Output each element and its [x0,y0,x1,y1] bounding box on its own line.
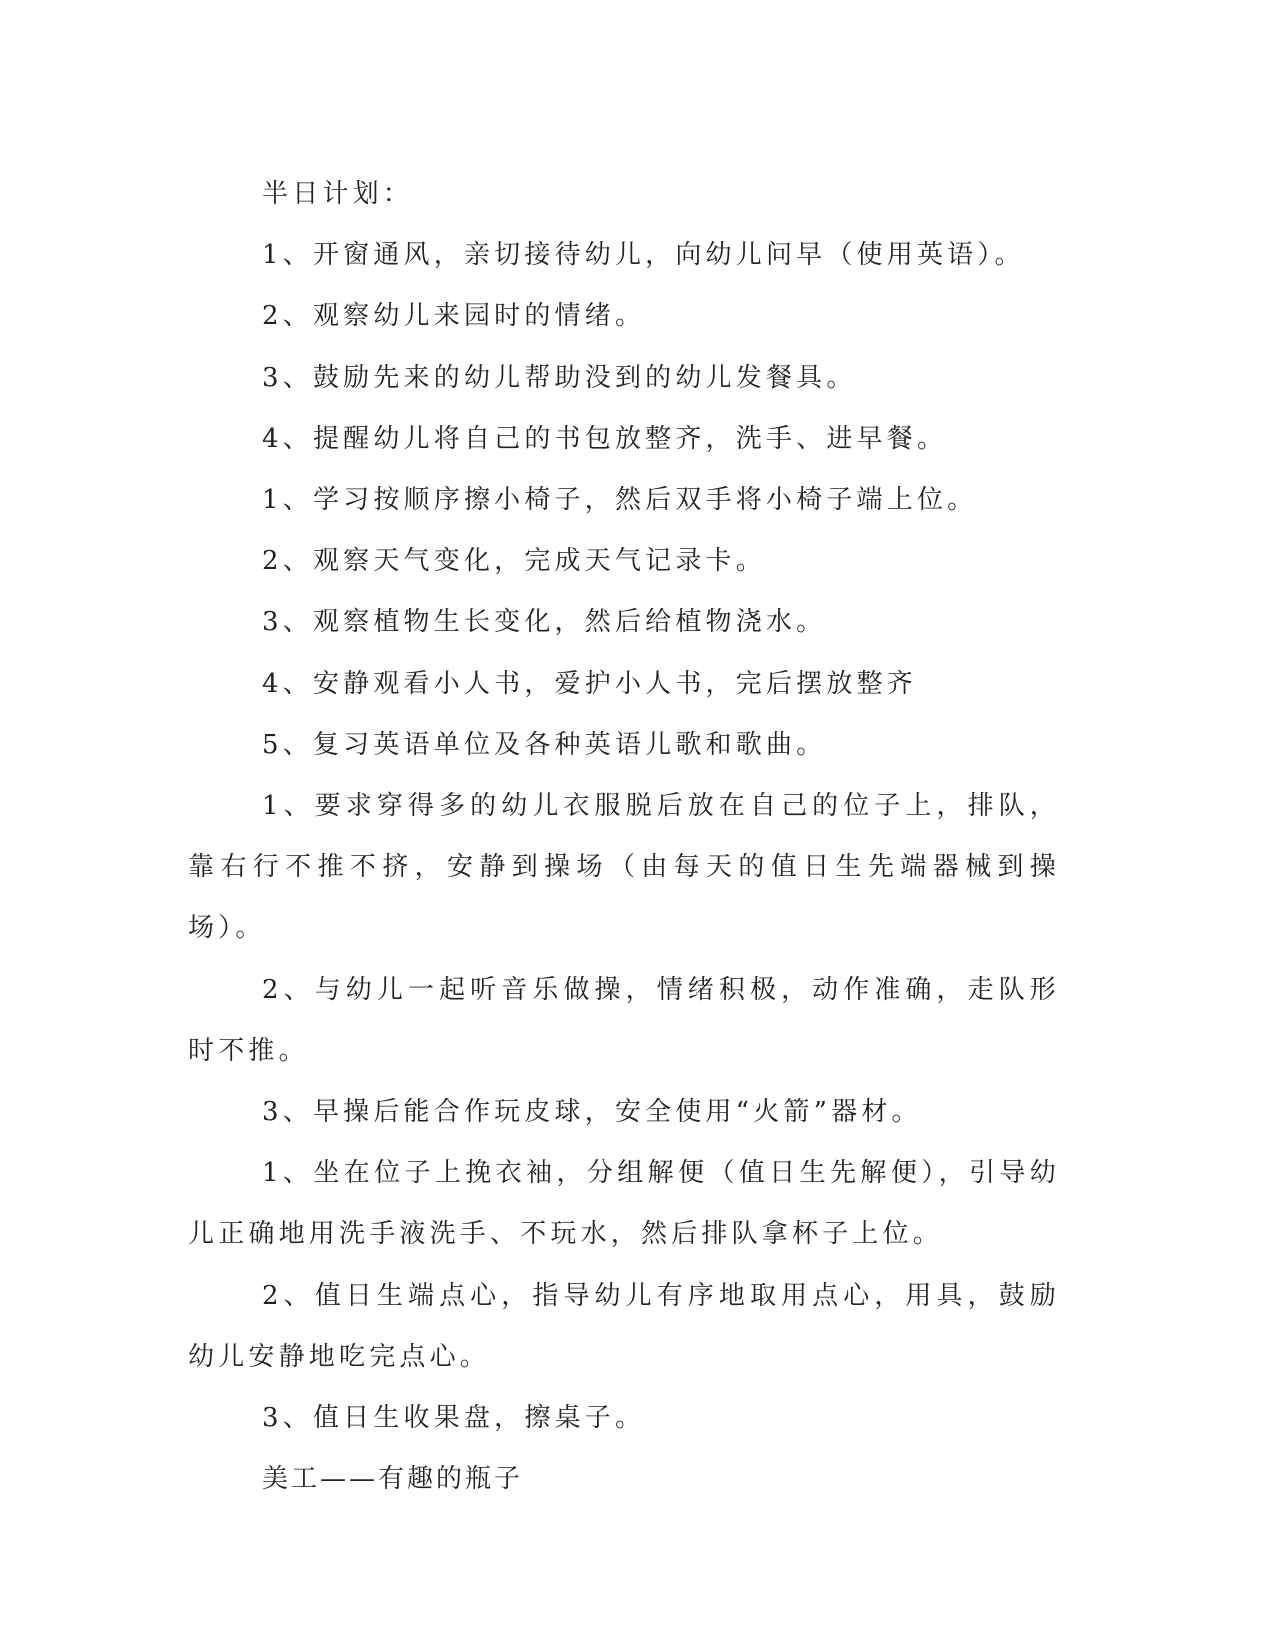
paragraph: 5、复习英语单位及各种英语儿歌和歌曲。 [262,729,827,760]
paragraph: 4、提醒幼儿将自己的书包放整齐，洗手、进早餐。 [262,423,948,454]
section-heading-art-activity: 美工——有趣的瓶子 [262,1464,524,1495]
paragraph: 3、值日生收果盘，擦桌子。 [262,1403,646,1434]
document-body [188,164,1060,1510]
paragraph: 2、观察天气变化，完成天气记录卡。 [262,546,766,577]
paragraph: 4、安静观看小人书，爱护小人书，完后摆放整齐 [262,668,917,699]
paragraph: 3、早操后能合作玩皮球，安全使用“火箭”器材。 [262,1097,922,1128]
paragraph: 3、鼓励先来的幼儿帮助没到的幼儿发餐具。 [262,362,857,393]
section-heading-half-day-plan: 半日计划： [262,179,414,209]
paragraph: 3、观察植物生长变化，然后给植物浇水。 [262,607,827,638]
paragraph: 2、观察幼儿来园时的情绪。 [262,301,646,332]
paragraph: 1、要求穿得多的幼儿衣服脱后放在自己的位子上，排队，靠右行不推不挤，安静到操场（由每天的值日生先端器械到操场）。 [188,791,1060,944]
paragraph: 1、开窗通风，亲切接待幼儿，向幼儿问早（使用英语）。 [262,240,1025,271]
paragraph: 2、与幼儿一起听音乐做操，情绪积极，动作准确，走队形时不推。 [188,974,1060,1066]
paragraph: 2、值日生端点心，指导幼儿有序地取用点心，用具，鼓励幼儿安静地吃完点心。 [188,1280,1060,1372]
paragraph: 1、坐在位子上挽衣袖，分组解便（值日生先解便），引导幼儿正确地用洗手液洗手、不玩水，然后排队拿杯子上位。 [188,1158,1060,1250]
paragraph: 1、学习按顺序擦小椅子，然后双手将小椅子端上位。 [262,485,978,516]
